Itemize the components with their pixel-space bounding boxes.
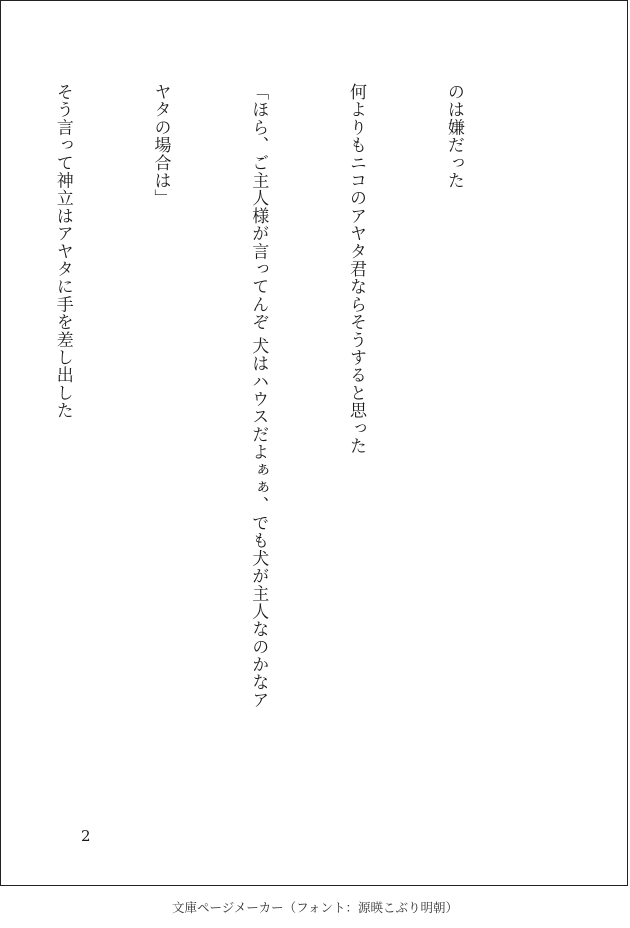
text-line: 何よりもニコのアヤタ君ならそうすると思った (346, 83, 367, 455)
vertical-body-text (0, 83, 535, 803)
page-number: 2 (81, 827, 91, 845)
footer-credit: 文庫ページメーカー（フォント：源暎こぶり明朝） (171, 900, 458, 915)
text-line: のは嫌だった (443, 83, 464, 190)
text-line: ヤタの場合は」 (150, 83, 171, 207)
text-line: 「ほら、ご主人様が言ってんぞ 犬はハウスだよぁぁ、でも犬が主人なのかなア (248, 83, 269, 709)
text-line: そう言って神立はアヤタに手を差し出した (52, 83, 73, 420)
